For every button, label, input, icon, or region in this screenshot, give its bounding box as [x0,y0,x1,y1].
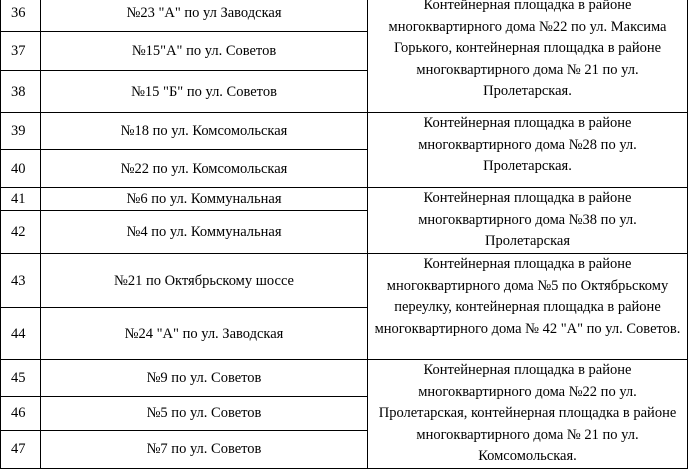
site-text: Контейнерная площадка в районе многоквартирного дома №38 по ул. Пролетарская [418,190,637,249]
row-number: 39 [1,113,41,150]
container-site-description [368,113,688,188]
site-text: Контейнерная площадка в районе многоквартирного дома №22 по ул. Пролетарская, контейнерная площадка в районе многоквартирного дома № 21 по ул. Комсомольская. [378,362,677,464]
row-number: 41 [1,188,41,211]
row-number: 43 [1,254,41,308]
row-number: 40 [1,150,41,188]
house-address: №24 "А" по ул. Заводская [41,308,368,360]
table-row [1,113,688,150]
table-row [1,188,688,211]
house-address: №18 по ул. Комсомольская [41,113,368,150]
row-number: 44 [1,308,41,360]
house-address: №9 по ул. Советов [41,360,368,397]
container-site-description [368,188,688,254]
table-row [1,254,688,308]
house-address: №22 по ул. Комсомольская [41,150,368,188]
table-row [1,360,688,397]
container-site-description [368,360,688,469]
container-site-description [368,254,688,360]
row-number: 38 [1,71,41,113]
house-address: №15"А" по ул. Советов [41,32,368,71]
house-address: №7 по ул. Советов [41,430,368,468]
row-number: 37 [1,32,41,71]
house-address: №6 по ул. Коммунальная [41,188,368,211]
house-address: №15 "Б" по ул. Советов [41,71,368,113]
row-number: 45 [1,360,41,397]
house-address: №23 "А" по ул Заводская [41,0,368,32]
site-text: Контейнерная площадка в районе многоквартирного дома №5 по Октябрьскому переулку, контейнерная площадка в районе многоквартирного дома № 42 "А" по ул. Советов. [374,256,681,337]
table-row [1,0,688,32]
row-number: 42 [1,211,41,254]
house-address: №21 по Октябрьскому шоссе [41,254,368,308]
row-number: 36 [1,0,41,32]
site-text: Контейнерная площадка в районе многоквартирного дома №22 по ул. Максима Горького, контейнерная площадка в районе многоквартирного дома № 21 по ул. Пролетарская. [388,0,667,99]
container-site-description [368,0,688,113]
house-address: №4 по ул. Коммунальная [41,211,368,254]
row-number: 46 [1,396,41,430]
row-number: 47 [1,430,41,468]
site-text: Контейнерная площадка в районе многоквартирного дома №28 по ул. Пролетарская. [418,115,637,174]
house-address: №5 по ул. Советов [41,396,368,430]
